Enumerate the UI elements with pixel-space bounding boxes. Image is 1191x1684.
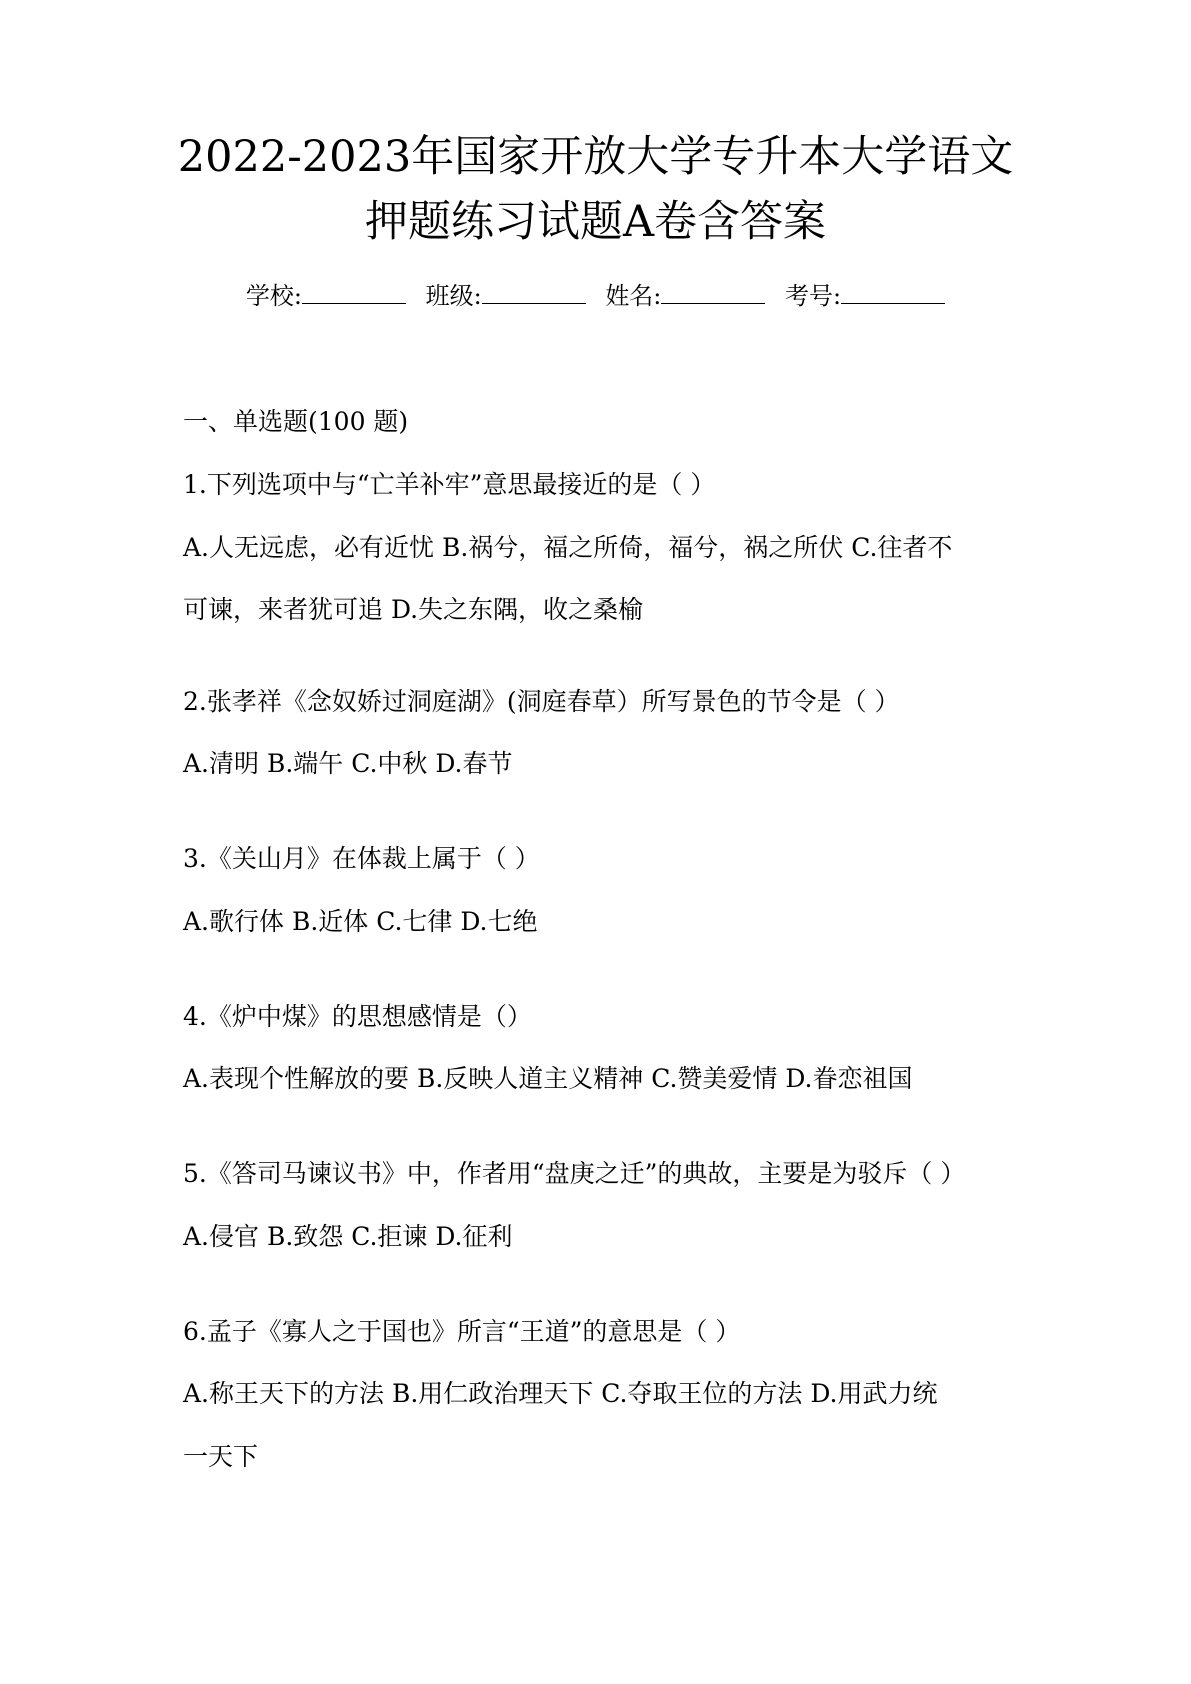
- class-blank: [482, 281, 586, 304]
- name-label: 姓名:: [605, 282, 662, 310]
- question-6-options-line-1: A.称王天下的方法 B.用仁政治理天下 C.夺取王位的方法 D.用武力统: [183, 1379, 938, 1408]
- student-info-row: [120, 280, 1071, 312]
- title-line-2: 押题练习试题A卷含答案: [364, 197, 827, 247]
- exam-no-blank: [841, 281, 945, 304]
- question-6-stem: 6.孟子《寡人之于国也》所言“王道”的意思是（ ）: [183, 1317, 741, 1346]
- exam-no-field: [785, 280, 945, 312]
- question-1-options-line-2: 可谏，来者犹可追 D.失之东隅，收之桑榆: [183, 595, 644, 624]
- school-blank: [302, 281, 406, 304]
- question-5-options: A.侵官 B.致怨 C.拒谏 D.征利: [183, 1222, 513, 1251]
- question-4-stem: 4.《炉中煤》的思想感情是（）: [183, 1002, 532, 1031]
- question-5-stem: 5.《答司马谏议书》中，作者用“盘庚之迁”的典故，主要是为驳斥（ ）: [183, 1159, 966, 1188]
- name-blank: [661, 281, 765, 304]
- question-2-options: A.清明 B.端午 C.中秋 D.春节: [183, 749, 513, 778]
- question-1-options-line-1: A.人无远虑，必有近忧 B.祸兮，福之所倚，福兮，祸之所伏 C.往者不: [183, 533, 953, 562]
- question-3-options: A.歌行体 B.近体 C.七律 D.七绝: [183, 907, 538, 936]
- question-4-options: A.表现个性解放的要 B.反映人道主义精神 C.赞美爱情 D.眷恋祖国: [183, 1064, 913, 1093]
- name-field: [605, 280, 765, 312]
- question-3-stem: 3.《关山月》在体裁上属于（ ）: [183, 844, 540, 873]
- school-field: [246, 280, 406, 312]
- question-1-stem: 1.下列选项中与“亡羊补牢”意思最接近的是（ ）: [183, 470, 716, 499]
- question-6-options-line-2: 一天下: [183, 1442, 259, 1471]
- exam-no-label: 考号:: [785, 282, 842, 310]
- class-label: 班级:: [425, 282, 482, 310]
- class-field: [426, 280, 586, 312]
- school-label: 学校:: [245, 282, 302, 310]
- question-2-stem: 2.张孝祥《念奴娇过洞庭湖》(洞庭春草）所写景色的节令是（ ）: [183, 687, 900, 716]
- section-heading: 一、单选题(100 题): [183, 407, 409, 436]
- title-line-1: 2022-2023年国家开放大学专升本大学语文: [177, 132, 1014, 182]
